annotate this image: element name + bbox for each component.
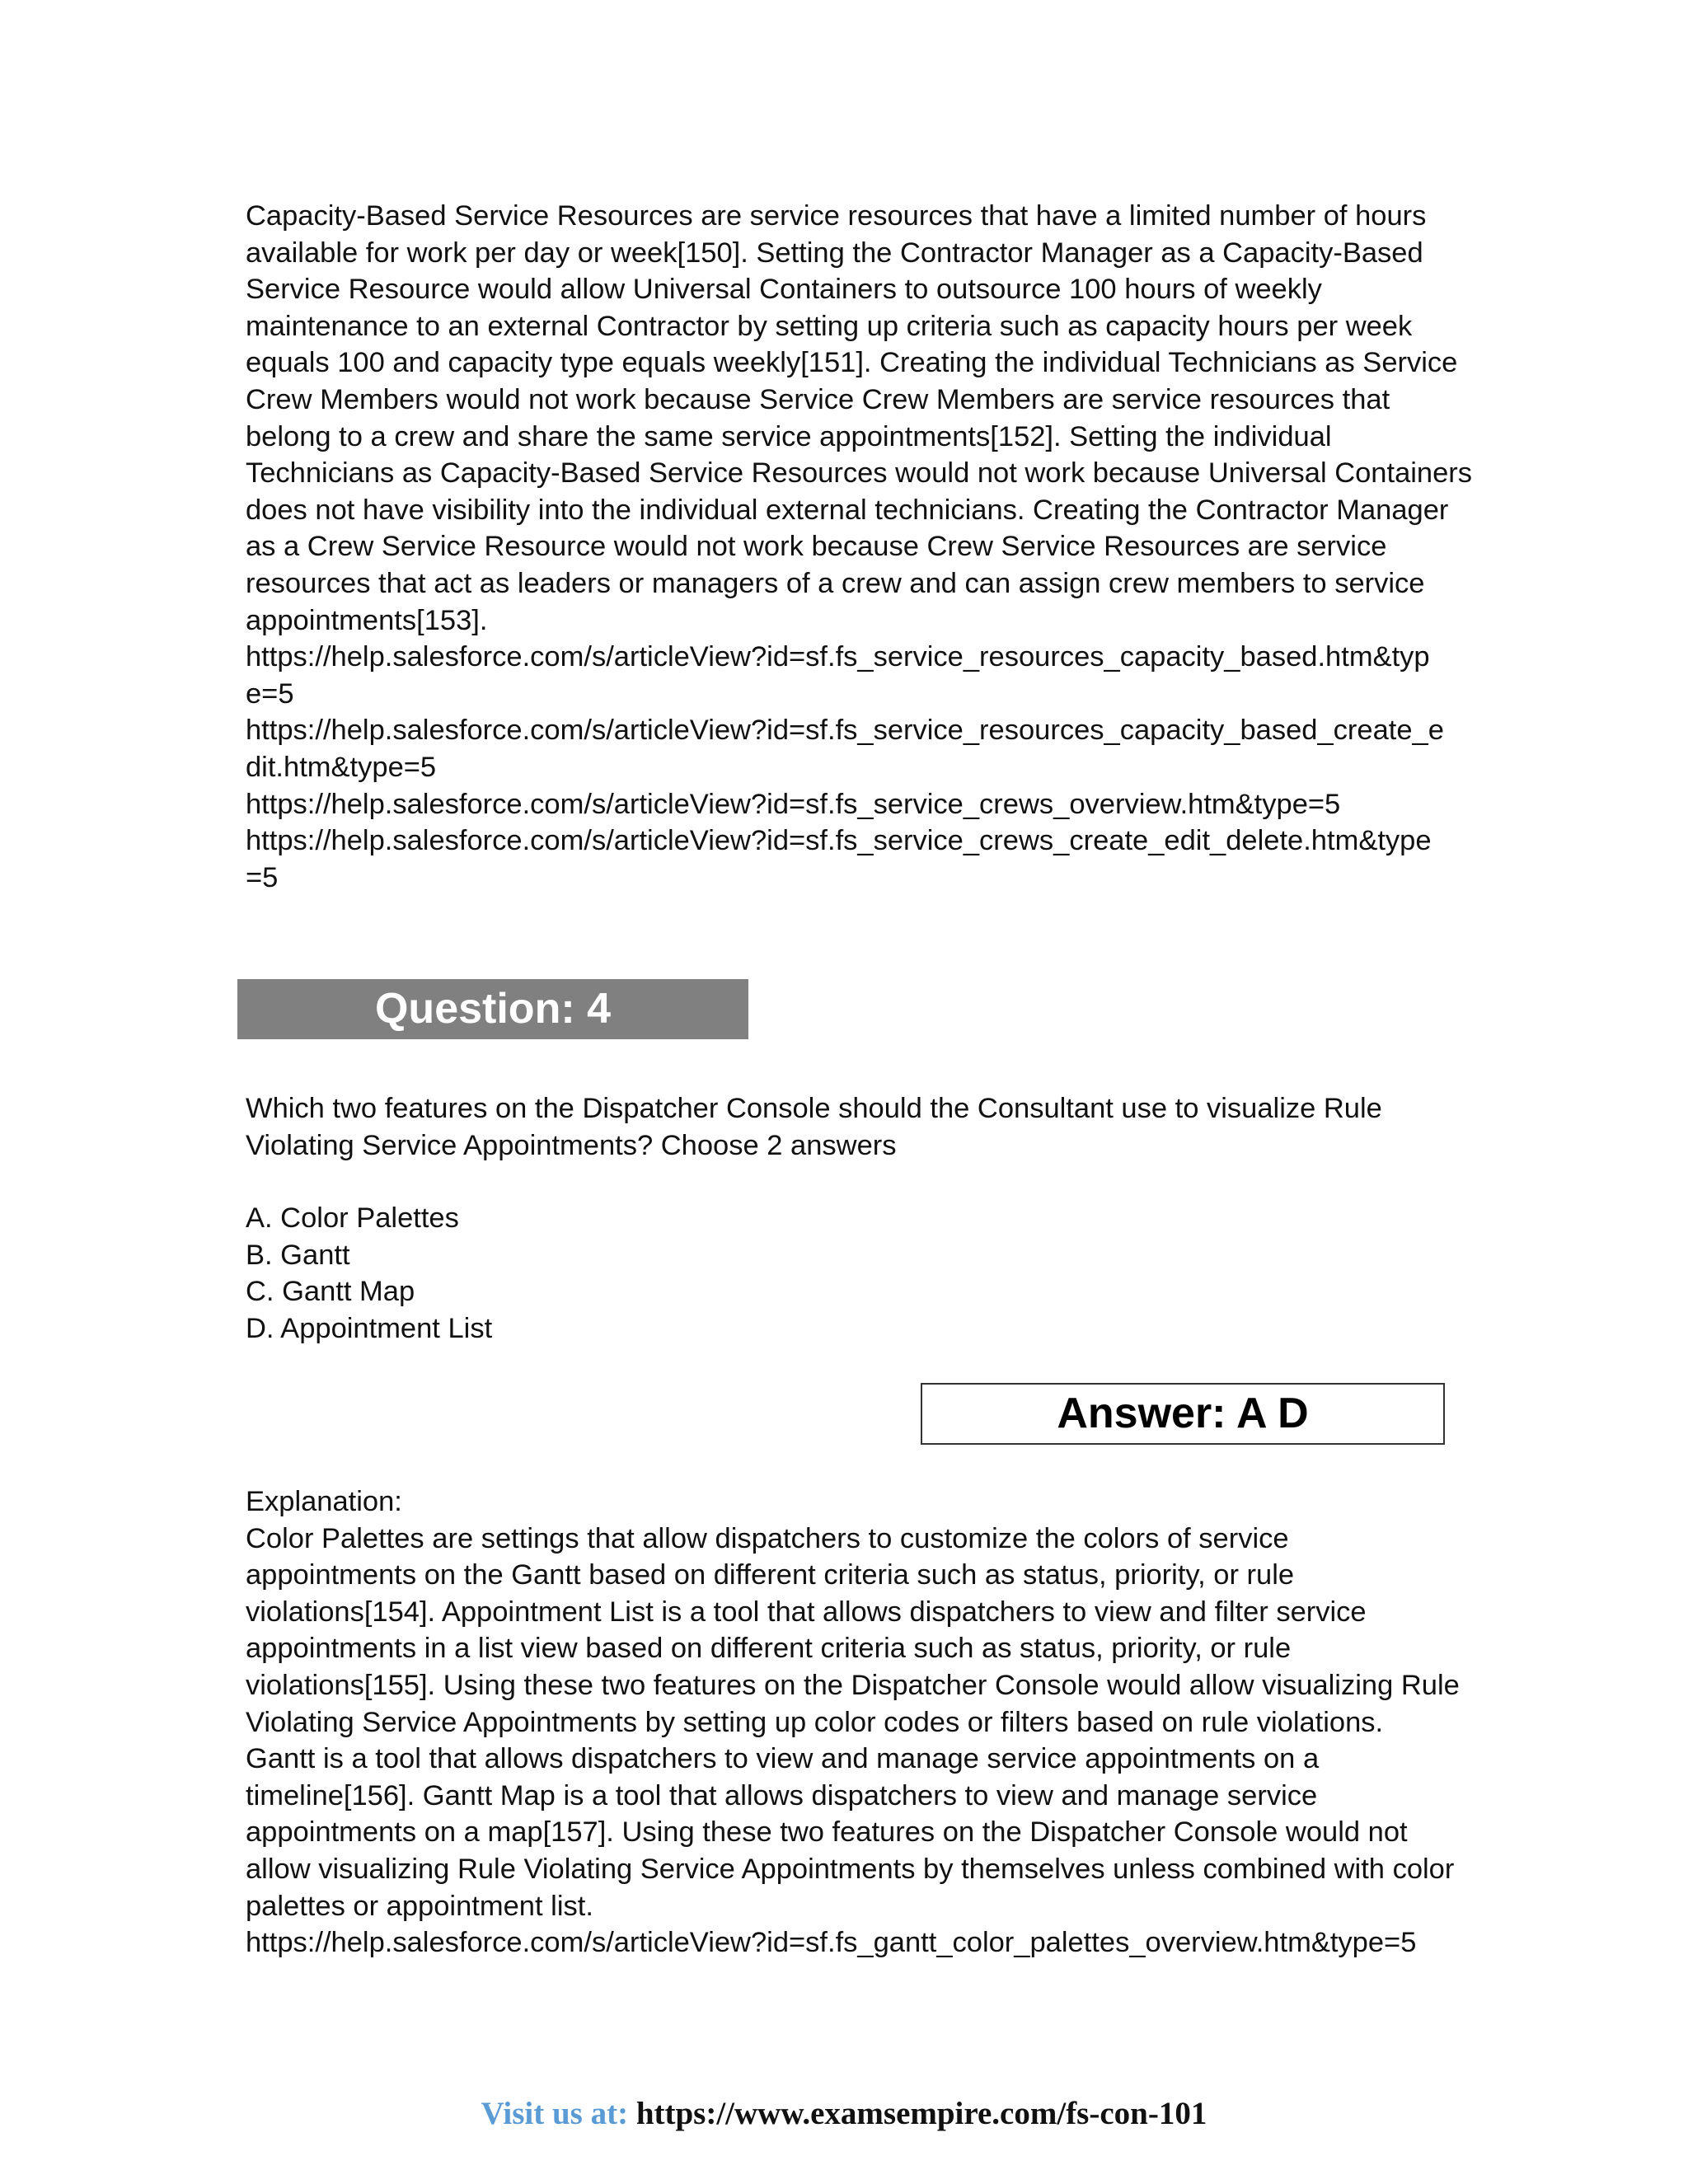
question-number-banner: Question: 4 [237,979,748,1039]
text-line: violations[154]. Appointment List is a tool that allows dispatchers to view and filter service [246,1596,1367,1628]
text-line: available for work per day or week[150]. Setting the Contractor Manager as a Capacity-Based [246,237,1423,269]
question-text-line: Violating Service Appointments? Choose 2 answers [246,1129,897,1161]
explanation [246,1483,1460,1961]
text-line: Color Palettes are settings that allow dispatchers to customize the colors of service [246,1522,1289,1554]
text-line: allow visualizing Rule Violating Service Appointments by themselves unless combined with color [246,1853,1455,1885]
text-line: appointments[153]. [246,604,488,636]
text-line: Crew Members would not work because Service Crew Members are service resources that [246,383,1390,415]
question-text-line: Which two features on the Dispatcher Console should the Consultant use to visualize Rule [246,1093,1382,1124]
text-line: equals 100 and capacity type equals weekly[151]. Creating the individual Technicians as Service [246,347,1458,379]
answer-options-list [246,1200,1449,1347]
text-line: does not have visibility into the individual external technicians. Creating the Contractor Manager [246,494,1449,526]
option-d: D. Appointment List [246,1312,493,1344]
text-line: as a Crew Service Resource would not work because Crew Service Resources are service [246,531,1387,563]
text-line: appointments on the Gantt based on different criteria such as status, priority, or rule [246,1559,1295,1591]
text-line: Violating Service Appointments by setting up color codes or filters based on rule violations. [246,1706,1384,1738]
text-line: Gantt is a tool that allows dispatchers to view and manage service appointments on a [246,1743,1320,1775]
reference-url-line: https://help.salesforce.com/s/articleView?id=sf.fs_service_resources_capacity_based_create_e [246,715,1444,747]
reference-url-line: e=5 [246,677,294,710]
previous-explanation [246,198,1473,896]
text-line: Service Resource would allow Universal Containers to outsource 100 hours of weekly [246,274,1322,306]
answer-box: Answer: A D [921,1383,1445,1445]
question-text [246,1090,1449,1164]
text-line: Capacity-Based Service Resources are service resources that have a limited number of hours [246,200,1427,232]
reference-url-line: =5 [246,861,279,893]
footer-label: Visit us at: [481,2096,636,2131]
option-a: A. Color Palettes [246,1202,459,1234]
text-line: appointments on a map[157]. Using these two features on the Dispatcher Console would not [246,1816,1408,1849]
explanation-heading: Explanation: [246,1486,402,1517]
reference-url-line: https://help.salesforce.com/s/articleView?id=sf.fs_service_resources_capacity_based.htm&typ [246,641,1430,673]
reference-url-line: https://help.salesforce.com/s/articleView?id=sf.fs_service_crews_overview.htm&type=5 [246,788,1341,820]
footer-url[interactable]: https://www.examsempire.com/fs-con-101 [635,2096,1207,2131]
text-line: palettes or appointment list. [246,1890,593,1922]
reference-url-line: dit.htm&type=5 [246,751,437,783]
text-line: Technicians as Capacity-Based Service Resources would not work because Universal Containers [246,457,1473,490]
text-line: timeline[156]. Gantt Map is a tool that allows dispatchers to view and manage service [246,1779,1318,1811]
text-line: appointments in a list view based on different criteria such as status, priority, or rule [246,1633,1292,1665]
footer [0,2093,1688,2135]
text-line: resources that act as leaders or managers of a crew and can assign crew members to service [246,567,1425,599]
text-line: violations[155]. Using these two features on the Dispatcher Console would allow visualizing Rule [246,1669,1460,1701]
option-b: B. Gantt [246,1239,350,1271]
text-line: maintenance to an external Contractor by setting up criteria such as capacity hours per week [246,310,1413,342]
option-c: C. Gantt Map [246,1276,415,1308]
text-line: belong to a crew and share the same service appointments[152]. Setting the individual [246,420,1332,452]
reference-url-line: https://help.salesforce.com/s/articleView?id=sf.fs_gantt_color_palettes_overview.htm&type=5 [246,1927,1417,1959]
reference-url-line: https://help.salesforce.com/s/articleView?id=sf.fs_service_crews_create_edit_delete.htm&type [246,825,1432,857]
